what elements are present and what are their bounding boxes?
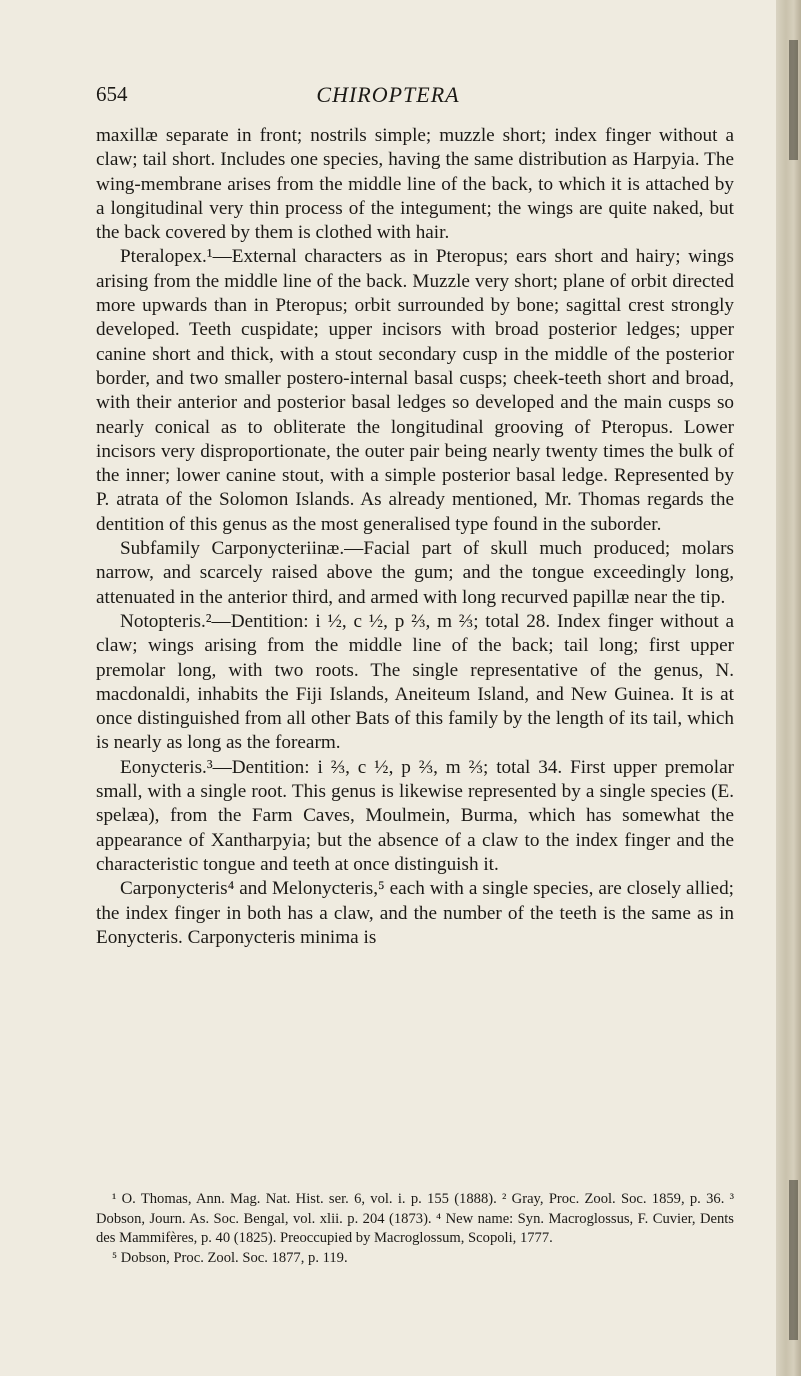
paragraph-eonycteris: Eonycteris.³—Dentition: i ⅔, c ½, p ⅔, m ⅔; total 34. First upper premolar small, with a single root. This genus is likewise represented by a single species (E. spelæa), from the Farm Caves, Moulmein, Burma, which has somewhat the appearance of Xantharpyia; but the absence of a claw to the index finger and the characteristic tongue and teeth at once distinguish it. xyxy=(96,756,734,875)
running-title: CHIROPTERA xyxy=(316,82,460,107)
edge-shadow xyxy=(789,40,798,160)
edge-shadow-lower xyxy=(789,1180,798,1340)
body-text xyxy=(96,124,734,950)
paragraph-carponycteris: Carponycteris⁴ and Melonycteris,⁵ each with a single species, are closely allied; the index finger in both has a claw, and the number of the teeth is the same as in Eonycteris. Carponycteris minima is xyxy=(96,878,734,948)
page-edge xyxy=(776,0,801,1376)
footnote-5: ⁵ Dobson, Proc. Zool. Soc. 1877, p. 119. xyxy=(112,1249,348,1266)
running-head xyxy=(0,82,776,112)
footnote-block: ¹ O. Thomas, Ann. Mag. Nat. Hist. ser. 6, vol. i. p. 155 (1888). ² Gray, Proc. Zool. Soc. 1859, p. 36. ³ Dobson, Journ. As. Soc. Bengal, vol. xlii. p. 204 (1873). ⁴ New name: Syn. Macroglossus, F. Cuvier, Dents des Mammifères, p. 40 (1825). Preoccupied by Macroglossum, Scopoli, 1777. xyxy=(96,1191,734,1247)
paragraph-continuation: maxillæ separate in front; nostrils simple; muzzle short; index finger without a claw; tail short. Includes one species, having the same distribution as Harpyia. The wing-membrane arises from the middle line of the back, to which it is attached by a longitudinal very thin process of the integument; the wings are quite naked, but the back covered by them is clothed with hair. xyxy=(96,125,734,244)
footnotes xyxy=(96,1190,734,1268)
page-number: 654 xyxy=(96,82,128,106)
paragraph-notopteris: Notopteris.²—Dentition: i ½, c ½, p ⅔, m ⅔; total 28. Index finger without a claw; wings arising from the middle line of the back; tail long; first upper premolar long, with two roots. The single representative of the genus, N. macdonaldi, inhabits the Fiji Islands, Aneiteum Island, and New Guinea. It is at once distinguished from all other Bats of this family by the length of its tail, which is nearly as long as the forearm. xyxy=(96,610,734,754)
paragraph-carponycteriinae: Subfamily Carponycteriinæ.—Facial part of skull much produced; molars narrow, and scarcely raised above the gum; and the tongue exceedingly long, attenuated in the anterior third, and armed with long recurved papillæ near the tip. xyxy=(96,538,734,608)
paragraph-pteralopex: Pteralopex.¹—External characters as in Pteropus; ears short and hairy; wings arising from the middle line of the back. Muzzle very short; plane of orbit directed more upwards than in Pteropus; orbit surrounded by bone; sagittal crest strongly developed. Teeth cuspidate; upper incisors with broad posterior ledges; upper canine short and thick, with a stout secondary cusp in the middle of the posterior border, and two smaller postero-internal basal cusps; cheek-teeth short and broad, with their anterior and posterior basal ledges so developed and the main cusps so nearly conical as to obliterate the longitudinal grooving of Pteropus. Lower incisors very disproportionate, the outer pair being nearly twenty times the bulk of the inner; lower canine stout, with a simple posterior basal ledge. Represented by P. atrata of the Solomon Islands. As already mentioned, Mr. Thomas regards the dentition of this genus as the most generalised type found in the suborder. xyxy=(96,246,734,535)
